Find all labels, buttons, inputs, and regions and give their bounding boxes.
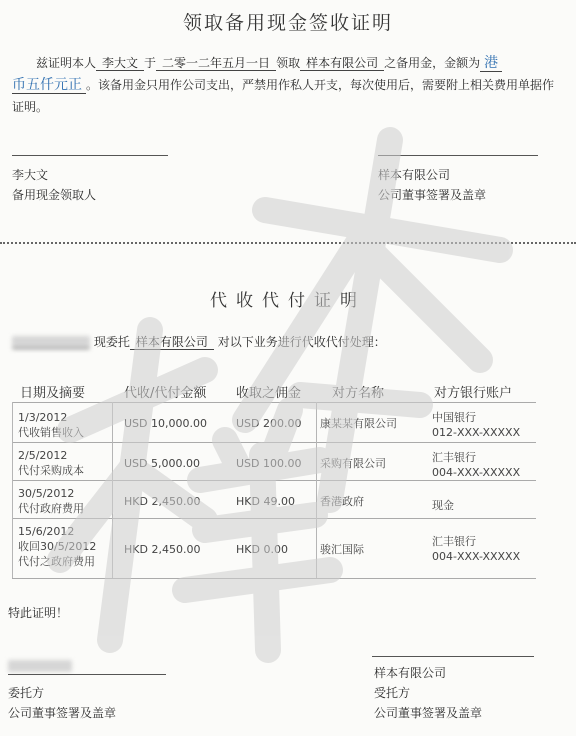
trustee-label: 受托方 [374,686,411,700]
row3-commission: HKD 49.00 [236,495,295,508]
table-divider [12,402,536,403]
table-divider [12,442,536,443]
trustee-company-signature: 样本有限公司 [374,666,447,680]
row2-bank: 汇丰银行 004-XXX-XXXXX [432,451,521,479]
table-border [112,402,113,578]
receiver-signature-role: 备用现金领取人 [12,188,97,202]
row3-bank: 现金 [432,499,454,512]
petty-cash-paragraph [12,52,562,118]
transaction-table [8,370,538,582]
usage-terms: 。该备用金只用作公司支出，严禁用作私人开支，每次使用后，需要附上相关费用单据作证明。 [12,78,555,114]
table-divider [12,518,536,519]
company-name: 样本有限公司 [300,56,384,71]
amount-label: 之备用金，金额为 [384,56,481,70]
header-commission: 收取之佣金 [236,386,302,401]
table-border [316,402,317,578]
row1-bank: 中国银行 012-XXX-XXXXX [432,411,521,439]
receiver-signature-name: 李大文 [12,168,49,182]
row3-amount: HKD 2,450.00 [124,495,201,508]
trustee-role: 公司董事签署及盖章 [374,706,483,720]
header-bank-account: 对方银行账户 [434,386,513,401]
header-amount: 代收/代付金额 [124,386,207,401]
receipt-date: 二零一二年五月一日 [156,56,276,71]
amount-part1: 港 [480,55,502,72]
row4-bank: 汇丰银行 004-XXX-XXXXX [432,535,521,563]
table-divider [12,578,536,579]
row2-amount: USD 5,000.00 [124,457,200,470]
client-label: 委托方 [8,686,45,700]
row4-date: 15/6/2012 收回30/5/2012 代付之政府费用 [18,525,97,568]
client-role: 公司董事签署及盖章 [8,706,117,720]
intro-tail-text: 对以下业务进行代收代付处理： [217,335,386,349]
row2-date: 2/5/2012 代付采购成本 [18,449,84,477]
receive-text: 领取 [276,56,301,70]
redacted-client-signature [8,660,72,672]
header-date: 日期及摘要 [20,386,86,401]
table-divider [12,480,536,481]
row3-date: 30/5/2012 代付政府费用 [18,487,84,515]
closing-statement: 特此证明！ [8,606,69,620]
petty-cash-title: 领取备用现金签收证明 [182,12,393,34]
trustee-company: 样本有限公司 [130,335,214,350]
director-signature-line [378,155,538,156]
director-company: 样本有限公司 [378,168,451,182]
entrust-text: 现委托 [93,335,130,349]
trustee-signature-line [372,656,534,657]
redacted-client-name [12,336,90,349]
director-role: 公司董事签署及盖章 [378,188,487,202]
row4-amount: HKD 2,450.00 [124,543,201,556]
header-party: 对方名称 [332,386,385,401]
agency-title: 代收代付证明 [210,291,366,311]
row4-commission: HKD 0.00 [236,543,288,556]
agency-intro [12,333,386,351]
receiver-signature-line [12,155,168,156]
row1-commission: USD 200.00 [236,417,302,430]
row1-date: 1/3/2012 代收销售收入 [18,411,84,439]
amount-part2: 币五仟元正 [12,77,86,94]
row1-party: 康某某有限公司 [320,417,397,430]
receiver-name: 李大文 [96,56,144,71]
on-text: 于 [144,56,157,70]
client-signature-line [8,674,166,675]
row4-party: 骏汇国际 [320,543,364,556]
row3-party: 香港政府 [320,495,364,508]
row2-party: 采购有限公司 [320,457,386,470]
table-border [12,402,13,578]
row2-commission: USD 100.00 [236,457,302,470]
intro-text: 兹证明本人 [36,56,97,70]
row1-amount: USD 10,000.00 [124,417,207,430]
section-divider [0,242,576,244]
